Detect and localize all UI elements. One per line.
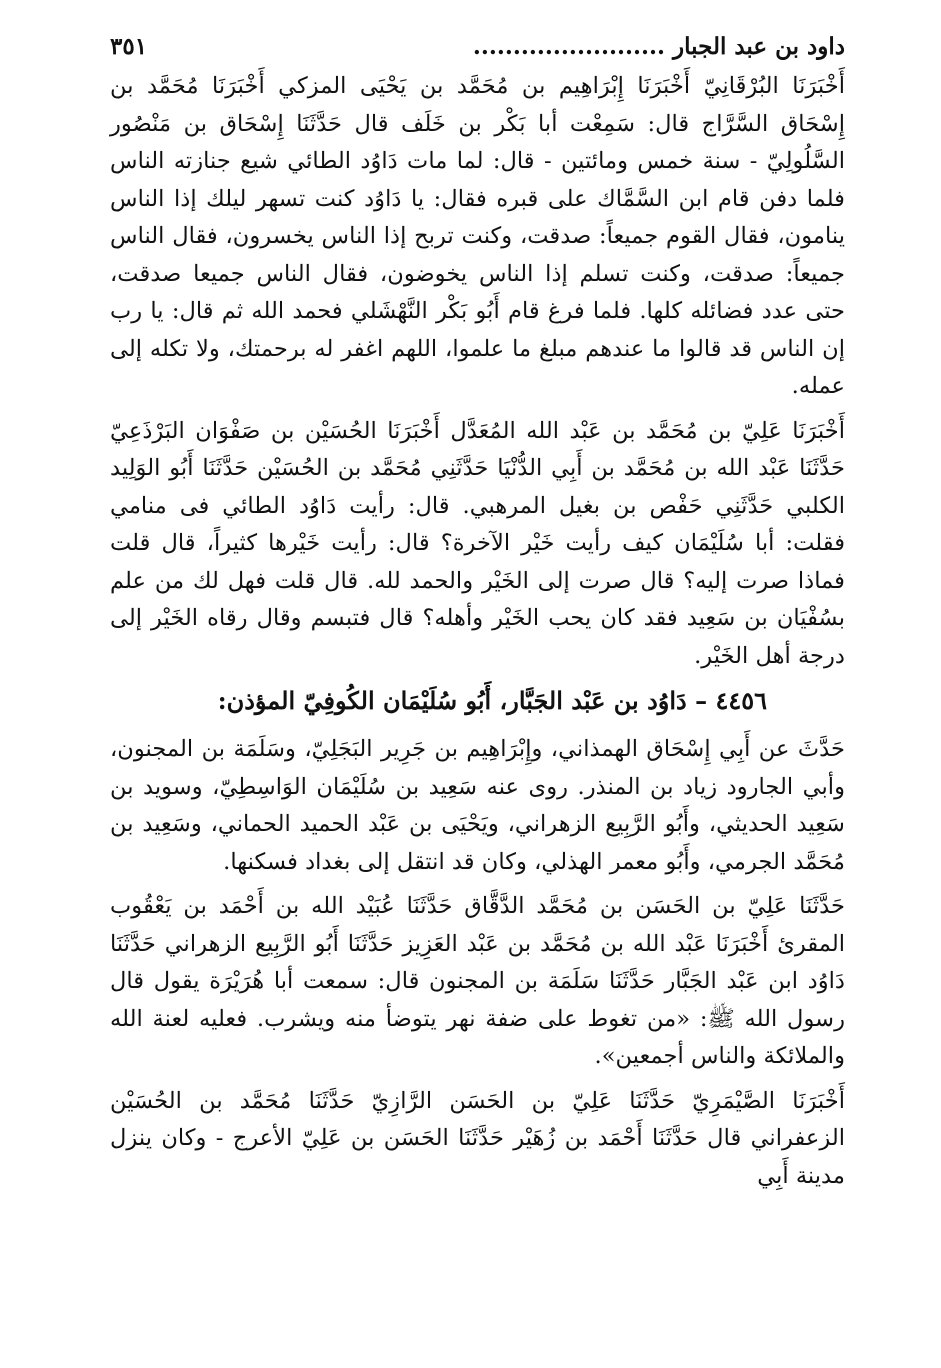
leader-dots: ........................ bbox=[472, 33, 666, 60]
entry-paragraph-3: أَخْبَرَنَا الصَّيْمَرِيّ حَدَّثَنَا عَلِيّ بن الحَسَن الرَّازِيّ حَدَّثَنَا مُحَمَّد بن الحُسَيْن الزعفراني قال حَدَّثَنَا أَحْمَد بن زُهَيْر حَدَّثَنَا الحَسَن بن عَلِيّ الأعرج - وكان ينزل مدينة أَبِي bbox=[110, 1087, 845, 1189]
running-header bbox=[110, 28, 845, 68]
entry-paragraph-1: حَدَّثَ عن أَبِي إِسْحَاق الهمذاني، وإِبْرَاهِيم بن جَرِير البَجَلِيّ، وسَلَمَة بن المجنون، وأبي الجارود زياد بن المنذر. روى عنه سَعِيد بن سُلَيْمَان الوَاسِطِيّ، وسويد بن سَعِيد الحديثي، وأَبُو الرَّبِيع الزهراني، ويَحْيَى بن عَبْد الحميد الحماني، وسَعِيد بن مُحَمَّد الجرمي، وأَبُو معمر الهذلي، وكان قد انتقل إلى بغداد فسكنها. bbox=[110, 736, 845, 875]
paragraph-1: أَخْبَرَنَا البُرْقَانِيّ أَخْبَرَنَا إِبْرَاهِيم بن مُحَمَّد بن يَحْيَى المزكي أَخْبَرَنَا مُحَمَّد بن إِسْحَاق السَّرَّاج قال: سَمِعْت أبا بَكْر بن خَلَف قال حَدَّثَنَا إِسْحَاق بن مَنْصُور السَّلُولِيّ - سنة خمس ومائتين - قال: لما مات دَاوُد الطائي شيع جنازته الناس فلما دفن قام ابن السَّمَّاك على قبره فقال: يا دَاوُد كنت تسهر ليلك إذا الناس ينامون، فقال القوم جميعاً: صدقت، وكنت تربح إذا الناس يخسرون، فقال الناس جميعاً: صدقت، وكنت تسلم إذا الناس يخوضون، فقال الناس جميعا صدقت، حتى عدد فضائله كلها. فلما فرغ قام أَبُو بَكْر النَّهْشَلي فحمد الله ثم قال: يا رب إن الناس قد قالوا ما عندهم مبلغ ما علموا، اللهم اغفر له برحمتك، ولا تكله إلى عمله. bbox=[110, 73, 845, 399]
running-title bbox=[473, 28, 845, 66]
book-page bbox=[110, 28, 845, 1195]
entry-paragraph-2: حَدَّثَنَا عَلِيّ بن الحَسَن بن مُحَمَّد الدَّقَّاق حَدَّثَنَا عُبَيْد الله بن أَحْمَد بن يَعْقُوب المقرئ أَخْبَرَنَا عَبْد الله بن مُحَمَّد بن عَبْد العَزِيز حَدَّثَنَا أَبُو الرَّبِيع الزهراني حَدَّثَنَا دَاوُد ابن عَبْد الجَبَّار حَدَّثَنَا سَلَمَة بن المجنون قال: سمعت أبا هُرَيْرَة يقول قال رسول الله ﷺ: «من تغوط على ضفة نهر يتوضأ منه ويشرب. فعليه لعنة الله والملائكة والناس أجمعين». bbox=[110, 893, 845, 1069]
running-title-text: داود بن عبد الجبار bbox=[673, 33, 845, 60]
entry-heading: ٤٤٥٦ – دَاوُد بن عَبْد الجَبَّار، أَبُو سُلَيْمَان الكُوفِيّ المؤذن: bbox=[217, 686, 767, 715]
paragraph-2: أَخْبَرَنَا عَلِيّ بن مُحَمَّد بن عَبْد الله المُعَدَّل أَخْبَرَنَا الحُسَيْن بن صَفْوَان البَرْذَعِيّ حَدَّثَنَا عَبْد الله بن مُحَمَّد بن أَبِي الدُّنْيَا حَدَّثَنِي مُحَمَّد بن الحُسَيْن حَدَّثَنَا أَبُو الوَلِيد الكلبي حَدَّثَنِي حَفْص بن بغيل المرهبي. قال: رأيت دَاوُد الطائي فى منامي فقلت: أبا سُلَيْمَان كيف رأيت خَيْر الآخرة؟ قال: رأيت خَيْرها كثيراً، قال قلت فماذا صرت إليه؟ قال صرت إلى الخَيْر والحمد لله. قال قلت فهل لك من علم بسُفْيَان بن سَعِيد فقد كان يحب الخَيْر وأهله؟ قال فتبسم وقال رقاه الخَيْر إلى درجة أهل الخَيْر. bbox=[110, 417, 845, 669]
page-number: ٣٥١ bbox=[110, 33, 148, 60]
